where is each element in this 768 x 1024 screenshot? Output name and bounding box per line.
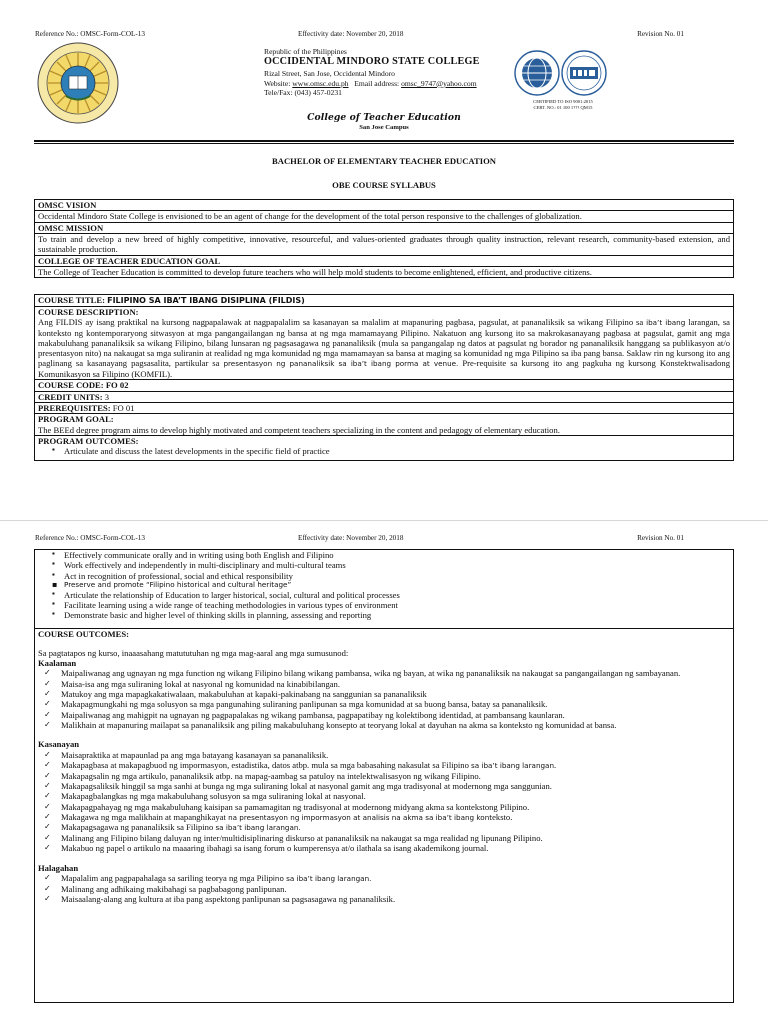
desc-part: Ang FILDIS ay isang praktikal na kursong nagpapalawak at nagpapalalim sa kasanayan sa malalim at mapanuring pagbasa, pagsulat, at pananaliksik sa wikang Filipino sa bbox=[38, 316, 644, 327]
list-item: ✓ Maipaliwanag ang ugnayan ng mga function ng wikang Filipino bilang wikang pambansa, wika ng bayan, at wika ng pananaliksik na nakaugat sa pangangailangan ng sambayanan. bbox=[44, 668, 730, 678]
certification-logo bbox=[514, 50, 560, 96]
course-title: FILIPINO SA IBA’T IBANG DISIPLINA (FILDIS) bbox=[107, 296, 305, 305]
mission-label: OMSC MISSION bbox=[35, 223, 733, 234]
cert-line-2: CERT. NO.: 01 100 1??? QM15 bbox=[533, 105, 593, 111]
list-item bbox=[44, 873, 730, 884]
college-name: OCCIDENTAL MINDORO STATE COLLEGE bbox=[264, 56, 480, 68]
list-item: ✓ Makabuo ng papel o artikulo na maaaring ibahagi sa isang forum o kumperensya at/o ilathala sa isang akademikong journal. bbox=[44, 843, 730, 853]
credit-units-row bbox=[35, 392, 733, 403]
prerequisites-row bbox=[35, 403, 733, 414]
desc-part: larangan, sa konteksto ng kontemporaryong sitwasyon at mga pangangailangan ng bansa at ng mga mamamayang Pilipino. Nakatuon ang kursong ito sa makrokasanayang pagbasa at pagsulat, gamit ang mga makabuluhang pananaliksik sa wikang Filipino, bilang lunsaran ng pagsasagawa ng pananaliksik (mula sa pangangalap ng datos at pagsulat ng borador ng pananaliksik hanggang sa publikasyon at/o presentasyon nito) na nakaugat sa mga suliranin at realidad ng mga komunidad ng mga mamamayan sa bansa at maging sa komunidad ng mga Pilipino sa iba pang bansa. Saklaw rin ng kursong ito ang paglinang sa kasanayang pagsasalita, partikular sa bbox=[38, 316, 730, 369]
republic-line: Republic of the Philippines bbox=[264, 47, 347, 56]
program-outcomes-list bbox=[38, 446, 730, 456]
vision-mission-goal-table bbox=[34, 199, 734, 278]
certification-text bbox=[533, 99, 593, 112]
course-code-row bbox=[35, 380, 733, 391]
course-info-table bbox=[34, 294, 734, 461]
list-item: ✓ Maisapraktika at mapaunlad pa ang mga batayang kasanayan sa pananaliksik. bbox=[44, 750, 730, 760]
list-item: ✓ Matukoy ang mga mapagkakatiwalaan, makabuluhan at kapaki-pakinabang na sanggunian sa pananaliksik bbox=[44, 689, 730, 699]
program-outcomes-continued bbox=[38, 550, 730, 621]
credit-units: 3 bbox=[104, 391, 110, 402]
list-item: ✓ Maisa-isa ang mga suliraning lokal at nasyonal ng komunidad na kinabibilangan. bbox=[44, 679, 730, 689]
course-title-label: COURSE TITLE: bbox=[38, 295, 105, 305]
email-link[interactable]: omsc_9747@yahoo.com bbox=[401, 78, 477, 88]
vision-label: OMSC VISION bbox=[35, 200, 733, 211]
kaalaman-heading: Kaalaman bbox=[38, 658, 77, 669]
list-item: ✓ Makapagmungkahi ng mga solusyon sa mga pangunahing suliraning panlipunan sa mga komunidad at sa buong bansa, batay sa pananaliksik. bbox=[44, 699, 730, 709]
program-outcomes-row bbox=[35, 436, 733, 460]
cte-goal-label: COLLEGE OF TEACHER EDUCATION GOAL bbox=[35, 256, 733, 267]
program-goal-row bbox=[35, 414, 733, 436]
campus-name: San Jose Campus bbox=[359, 124, 409, 131]
list-item: ✓ Maipaliwanag ang mahigpit na ugnayan ng pagpapalakas ng wikang pambansa, pagpapatibay ng kolektibong identidad, at pambansang kaunlaran. bbox=[44, 710, 730, 720]
list-item: ✓ Makapagbalangkas ng mga makabuluhang solusyon sa mga suliraning lokal at nasyonal. bbox=[44, 791, 730, 801]
list-item: ▪ Effectively communicate orally and in writing using both English and Filipino bbox=[52, 550, 730, 560]
iqnet-logo bbox=[561, 50, 607, 96]
list-item: ▪ Work effectively and independently in multi-disciplinary and multi-cultural teams bbox=[52, 560, 730, 570]
course-code: FO 02 bbox=[105, 380, 129, 391]
course-code-label: COURSE CODE: bbox=[38, 380, 104, 391]
list-item: ▪ Act in recognition of professional, social and ethical responsibility bbox=[52, 571, 730, 581]
item-text: eksto. bbox=[492, 811, 513, 822]
cte-goal-text: The College of Teacher Education is committed to develop future teachers who will help mold students to become enlightened, efficient, and productive citizens. bbox=[38, 266, 592, 277]
program-goal-text: The BEEd degree program aims to develop highly motivated and competent teachers specializing in the content and pedagogy of elementary education. bbox=[38, 424, 560, 435]
item-text-emph: sa iba’t ibang larangan bbox=[471, 760, 555, 770]
reference-number: Reference No.: OMSC-Form-COL-13 bbox=[35, 534, 145, 542]
list-item: ▪ Facilitate learning using a wide range of teaching methodologies in various types of environment bbox=[52, 600, 730, 610]
prerequisites-label: PREREQUISITES: bbox=[38, 403, 111, 414]
list-item: ✓ Malinang ang Filipino bilang daluyan ng inter/multidisiplinaring diskurso at pananaliksik na nakaugat sa mga realidad ng lipunang Pilipino. bbox=[44, 833, 730, 843]
item-text-emph: na presentasyon ng impormasyon at analisis na akma sa iba’t ibang kont bbox=[228, 812, 493, 822]
kasanayan-heading: Kasanayan bbox=[38, 739, 80, 750]
list-item: ▪ Articulate the relationship of Education to larger historical, social, cultural and political processes bbox=[52, 590, 730, 600]
course-outcomes-intro: Sa pagtatapos ng kurso, inaaasahang matututuhan ng mga mag-aaral ang mga sumusunod: bbox=[38, 647, 349, 658]
contact-line bbox=[264, 79, 480, 88]
reference-bar bbox=[35, 30, 684, 39]
effectivity-date: Effectivity date: November 20, 2018 bbox=[298, 30, 404, 38]
website-link[interactable]: www.omsc.edu.ph bbox=[292, 78, 349, 88]
desc-part-emph: iba’t ibang bbox=[646, 317, 686, 327]
effectivity-date: Effectivity date: November 20, 2018 bbox=[298, 534, 404, 542]
mission-text: To train and develop a new breed of highly competitive, innovative, resourceful, and values-oriented graduates through quality instruction, relevant research, community-based extension, and sustainable production. bbox=[35, 234, 733, 256]
reference-number: Reference No.: OMSC-Form-COL-13 bbox=[35, 30, 145, 38]
list-item: ✓ Makapagsaliksik hinggil sa mga sanhi at bunga ng mga suliraning lokal at nasyonal gamit ang mga tradisyonal at modernong mga sanggunian. bbox=[44, 781, 730, 791]
halagahan-heading: Halagahan bbox=[38, 862, 79, 873]
program-goal-label: PROGRAM GOAL: bbox=[38, 414, 114, 425]
header-rule-thin bbox=[34, 143, 734, 144]
kaalaman-list bbox=[38, 668, 730, 730]
list-item: ▪ Articulate and discuss the latest developments in the specific field of practice bbox=[52, 446, 730, 456]
item-text: Mapalalim ang pagpapahalaga sa sariling teorya ng mga Pilip bbox=[61, 873, 273, 884]
vision-text: Occidental Mindoro State College is envisioned to be an agent of change for the development of the total person responsive to the challenges of globalization. bbox=[35, 211, 733, 222]
course-description-text bbox=[38, 317, 730, 380]
college-unit-title: College of Teacher Education bbox=[307, 112, 461, 123]
email-label: Email address: bbox=[354, 78, 400, 88]
desc-part: Pre-requisite sa kursong ito ang pagkuha ng kursong Konstektwalisadong Komunikasyon sa Filipino (KOMFIL). bbox=[38, 358, 730, 380]
course-outcomes-label: COURSE OUTCOMES: bbox=[38, 628, 129, 639]
course-description-label: COURSE DESCRIPTION: bbox=[38, 306, 139, 317]
course-title-row bbox=[35, 295, 733, 307]
program-outcomes-label: PROGRAM OUTCOMES: bbox=[38, 436, 139, 446]
list-item: ✓ Makapagpahayag ng mga makabuluhang kaisipan sa pamamagitan ng tradisyonal at modernong midyang akma sa kontekstong Pilipino. bbox=[44, 802, 730, 812]
website-label: Website: bbox=[264, 78, 291, 88]
telfax: Tele/Fax: (043) 457-0231 bbox=[264, 88, 342, 98]
list-item: ✓ Makapagsalin ng mga artikulo, pananaliksik atbp. na mapag-aambag sa patuloy na intelektwalisasyon ng wikang Filipino. bbox=[44, 771, 730, 781]
item-text-emph: sa iba’t ibang larangan. bbox=[215, 823, 301, 833]
list-item: ✓ Makapagbasa at makapagbuod ng impormasyon, estadistika, datos atbp. mula sa mga babasahing nakasulat sa Filipino sa iba’t ibang larangan. bbox=[44, 760, 730, 771]
list-item: ✓ Maisaalang-alang ang kultura at iba pang aspektong panlipunan sa pagsasagawa ng pananaliksik. bbox=[44, 894, 730, 904]
reference-bar bbox=[35, 534, 684, 543]
item-text-emph: ino sa iba’t ibang larangan. bbox=[272, 874, 372, 884]
desc-part-emph: presentasyon ng pananaliksik sa iba’t ibang porma at venue. bbox=[223, 359, 459, 369]
program-title: BACHELOR OF ELEMENTARY TEACHER EDUCATION bbox=[272, 156, 496, 166]
revision-number: Revision No. 01 bbox=[637, 534, 684, 542]
list-item: ▪ Preserve and promote “Filipino historical and cultural heritage” bbox=[52, 581, 730, 590]
item-text: Makagawa ng mga malikhain at mapanghikayat bbox=[61, 811, 226, 822]
credit-units-label: CREDIT UNITS: bbox=[38, 391, 103, 402]
kasanayan-list bbox=[38, 750, 730, 854]
course-description-row bbox=[35, 307, 733, 381]
college-address: Rizal Street, San Jose, Occidental Mindoro bbox=[264, 69, 395, 79]
syllabus-title: OBE COURSE SYLLABUS bbox=[332, 180, 436, 190]
item-text: Makapagbasa at makapagbuod ng impormasyon, estadistika, datos atbp. mula sa mga babasahing nakasulat sa Filipino bbox=[61, 759, 469, 770]
halagahan-list bbox=[38, 873, 730, 904]
list-item bbox=[44, 822, 730, 833]
college-info bbox=[264, 47, 480, 98]
header-rule-thick bbox=[34, 140, 734, 142]
list-item bbox=[44, 812, 730, 823]
list-item: ✓ Malinang ang adhikaing makibahagi sa pagbabagong panlipunan. bbox=[44, 884, 730, 894]
item-text: Makapagsagawa ng pananaliksik sa Filipino bbox=[61, 822, 214, 833]
outcomes-table bbox=[34, 549, 734, 1003]
list-item: ✓ Malikhain at mapanuring mailapat sa pananaliksik ang piling makabuluhang konsepto at teoryang lokal at dayuhan na akma sa konteksto ng komunidad at bansa. bbox=[44, 720, 730, 730]
revision-number: Revision No. 01 bbox=[637, 30, 684, 38]
list-item: ▪ Demonstrate basic and higher level of thinking skills in planning, assessing and reporting bbox=[52, 610, 730, 620]
cert-line-1: CERTIFIED TO ISO 9001:2015 bbox=[533, 99, 593, 104]
prerequisites: FO 01 bbox=[112, 403, 135, 414]
